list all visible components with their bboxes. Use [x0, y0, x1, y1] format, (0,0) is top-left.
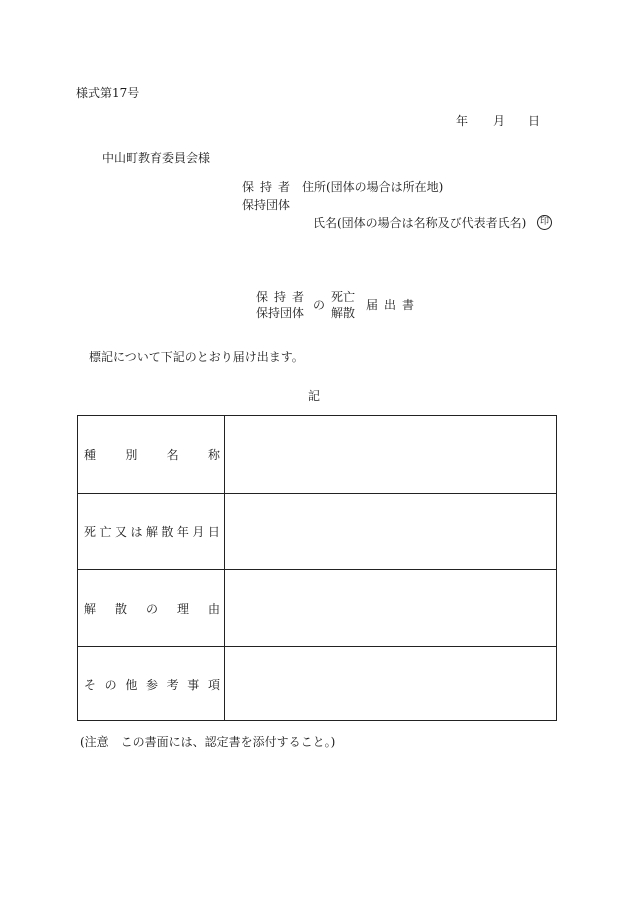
title-group: 保持団体 — [256, 306, 305, 320]
ki-heading: 記 — [308, 389, 321, 403]
details-table — [77, 415, 557, 721]
label-char: 他 — [125, 678, 138, 693]
row-label — [84, 494, 220, 571]
table-row-other — [78, 646, 556, 724]
title-no: の — [313, 298, 326, 312]
name-label: 氏名(団体の場合は名称及び代表者氏名) — [313, 216, 527, 230]
label-char: 年 — [176, 525, 189, 540]
title-holder: 保持者 — [256, 290, 311, 304]
label-char: は — [130, 525, 143, 540]
label-char: 解 — [84, 601, 97, 616]
seal-mark: 印 — [537, 215, 552, 230]
table-row-date — [78, 493, 556, 571]
row-label — [84, 416, 220, 493]
intro-text: 標記について下記のとおり届け出ます。 — [89, 350, 304, 364]
row-label — [84, 647, 220, 724]
addressee: 中山町教育委員会様 — [102, 151, 211, 165]
title-death: 死亡 — [331, 290, 356, 304]
date-day-label: 日 — [528, 114, 541, 128]
label-char: 項 — [207, 678, 220, 693]
title-report: 届出書 — [366, 298, 421, 312]
label-char: 考 — [166, 678, 179, 693]
table-row-reason — [78, 569, 556, 647]
form-number: 様式第17号 — [76, 86, 140, 100]
label-char: 事 — [187, 678, 200, 693]
label-char: 種 — [84, 447, 97, 462]
label-char: の — [104, 678, 117, 693]
label-char: そ — [84, 678, 97, 693]
attachment-note: (注意 この書面には、認定書を添付すること。) — [80, 735, 336, 749]
label-char: 亡 — [99, 525, 112, 540]
label-char: 参 — [145, 678, 158, 693]
holder-label: 保持者 — [242, 180, 297, 194]
label-char: 由 — [207, 601, 220, 616]
label-char: 又 — [114, 525, 127, 540]
label-char: 月 — [192, 525, 205, 540]
label-char: 名 — [166, 447, 179, 462]
table-row-type-name — [78, 416, 556, 493]
label-char: 解 — [145, 525, 158, 540]
label-char: 日 — [207, 525, 220, 540]
row-label — [84, 570, 220, 647]
date-year-label: 年 — [456, 114, 469, 128]
label-char: 散 — [114, 601, 127, 616]
label-char: 散 — [161, 525, 174, 540]
label-char: 理 — [176, 601, 189, 616]
label-char: 称 — [207, 447, 220, 462]
label-char: の — [145, 601, 158, 616]
group-label: 保持団体 — [242, 198, 291, 212]
address-label: 住所(団体の場合は所在地) — [302, 180, 444, 194]
date-month-label: 月 — [493, 114, 506, 128]
label-char: 別 — [125, 447, 138, 462]
label-char: 死 — [84, 525, 97, 540]
title-dissolution: 解散 — [331, 306, 356, 320]
